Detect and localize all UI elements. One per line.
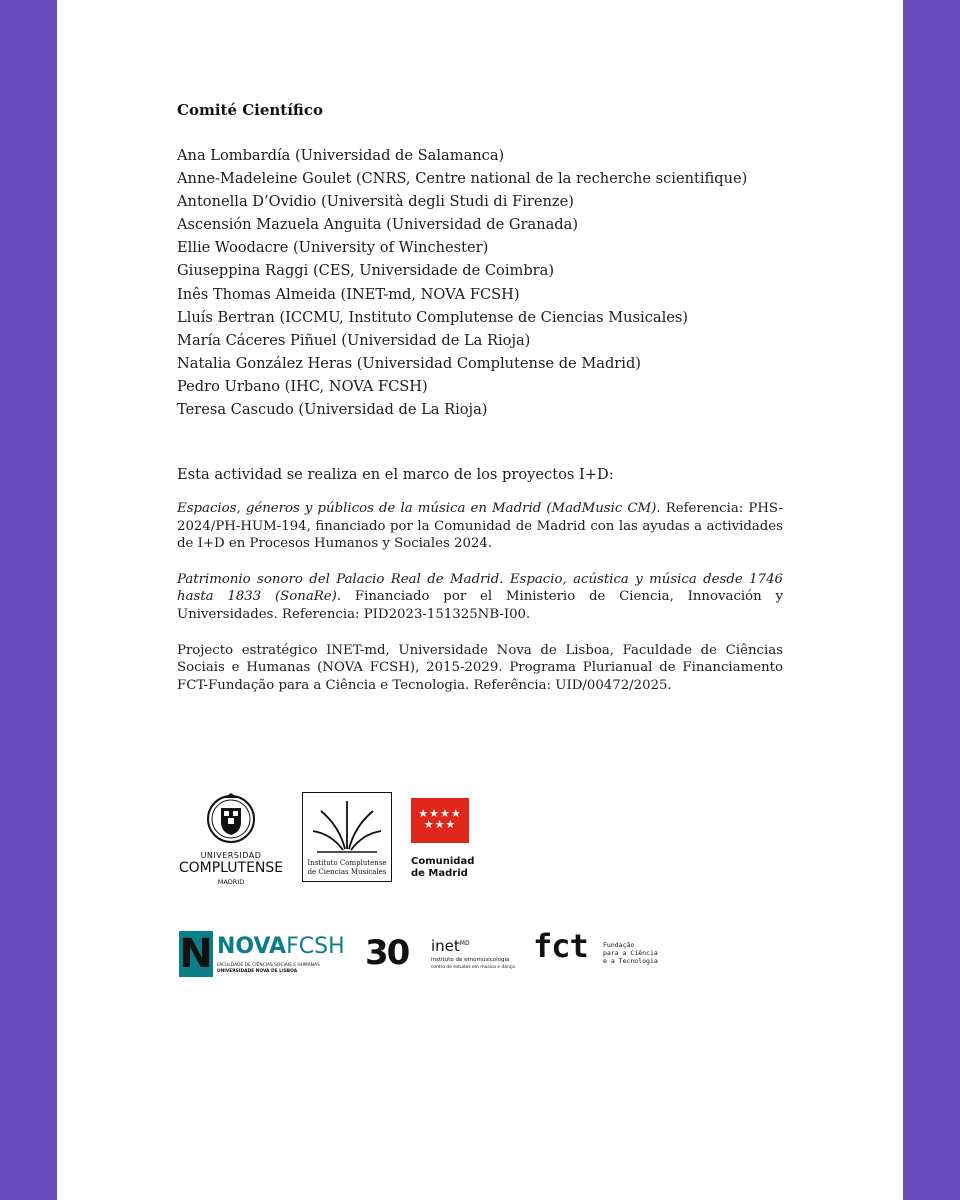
nova-wordmark [217,935,345,959]
project-sonare [177,571,783,624]
nova-sub1: FACULDADE DE CIÊNCIAS SOCIAIS E HUMANAS [217,963,320,968]
logos-row-top [172,790,492,890]
nova-sub2: UNIVERSIDADE NOVA DE LISBOA [217,969,298,974]
nova-name-a: NOVA [217,934,287,959]
ucm-line3: MADRID [217,878,245,886]
framework-intro: Esta actividad se realiza en el marco de los proyectos I+D: [177,466,614,483]
cm-line1: Comunidad [411,856,475,867]
project-madmusic [177,500,783,553]
ucm-line2: COMPLUTENSE [178,860,284,876]
committee-member-list [177,144,747,421]
project-body: Referencia: PHS-2024/PH-HUM-194, financiado por la Comunidad de Madrid con las ayudas a actividades de I+D en Procesos Humanos y Sociales 2024. [177,501,784,552]
inet-md-logo [365,933,515,977]
inet-sub2: centro de estudos em música e dança [431,965,515,970]
project-body: Projecto estratégico INET-md, Universidade Nova de Lisboa, Faculdade de Ciências Sociais e Humanas (NOVA FCSH), 2015-2029. Programa Plurianual de Financiamento FCT-Fundação para a Ciência e Tecnologia. Referência: UID/00472/2025. [177,642,783,693]
committee-member: Teresa Cascudo (Universidad de La Rioja) [177,401,488,419]
iccmu-fan-icon [303,795,391,855]
document-page [57,0,903,1200]
committee-member: Ascensión Mazuela Anguita (Universidad de Granada) [177,216,579,234]
committee-member: Ellie Woodacre (University of Winchester) [177,239,489,257]
committee-member: María Cáceres Piñuel (Universidad de La Rioja) [177,331,531,349]
fct-wordmark: fct [533,927,588,965]
ucm-logo [172,790,290,890]
project-body: Financiado por el Ministerio de Ciencia, Innovación y Universidades. Referencia: PID2023-151325NB-I00. [177,589,783,622]
committee-member: Anne-Madeleine Goulet (CNRS, Centre national de la recherche scientifique) [177,170,748,188]
ucm-crest-icon [172,790,290,850]
committee-member: Antonella D’Ovidio (Università degli Studi di Firenze) [177,193,574,211]
nova-name-b: FCSH [286,934,345,959]
committee-member: Ana Lombardía (Universidad de Salamanca) [177,147,505,164]
project-title: Patrimonio sonoro del Palacio Real de Madrid. Espacio, acústica y música desde 1746 hasta 1833 (SonaRe). [177,571,783,605]
left-purple-band [0,0,57,1200]
inet-sub1: instituto de etnomusicologia [431,957,510,963]
committee-member: Natalia González Heras (Universidad Complutense de Madrid) [177,354,641,372]
nova-n-icon: N [179,931,213,977]
iccmu-line1: Instituto Complutense [307,859,387,867]
committee-title: Comité Científico [177,101,323,119]
ucm-line1: UNIVERSIDAD [200,851,262,860]
cm-line2: de Madrid [411,868,468,879]
committee-member: Pedro Urbano (IHC, NOVA FCSH) [177,377,428,395]
fct-logo [533,927,673,973]
nova-fcsh-logo [179,931,354,981]
iccmu-logo [302,792,392,882]
committee-member: Inês Thomas Almeida (INET-md, NOVA FCSH) [177,285,520,303]
comunidad-madrid-logo [411,798,475,883]
project-inet [177,642,783,695]
committee-member: Lluís Bertran (ICCMU, Instituto Complutense de Ciencias Musicales) [177,308,689,326]
madrid-flag-icon: ★★★★ ★★★ [411,798,469,843]
logos-row-bottom [177,925,677,985]
right-purple-band [903,0,960,1200]
committee-member: Giuseppina Raggi (CES, Universidade de Coimbra) [177,262,555,280]
project-title: Espacios, géneros y públicos de la música en Madrid (MadMusic CM). [177,501,661,516]
iccmu-line2: de Ciencias Musicales [307,868,387,876]
inet-name: inet$^{MD}$ [431,937,470,955]
inet-30-icon: 30 [365,933,409,973]
project-list [177,500,783,712]
fct-text: Fundação para a Ciência e a Tecnologia [603,941,658,965]
